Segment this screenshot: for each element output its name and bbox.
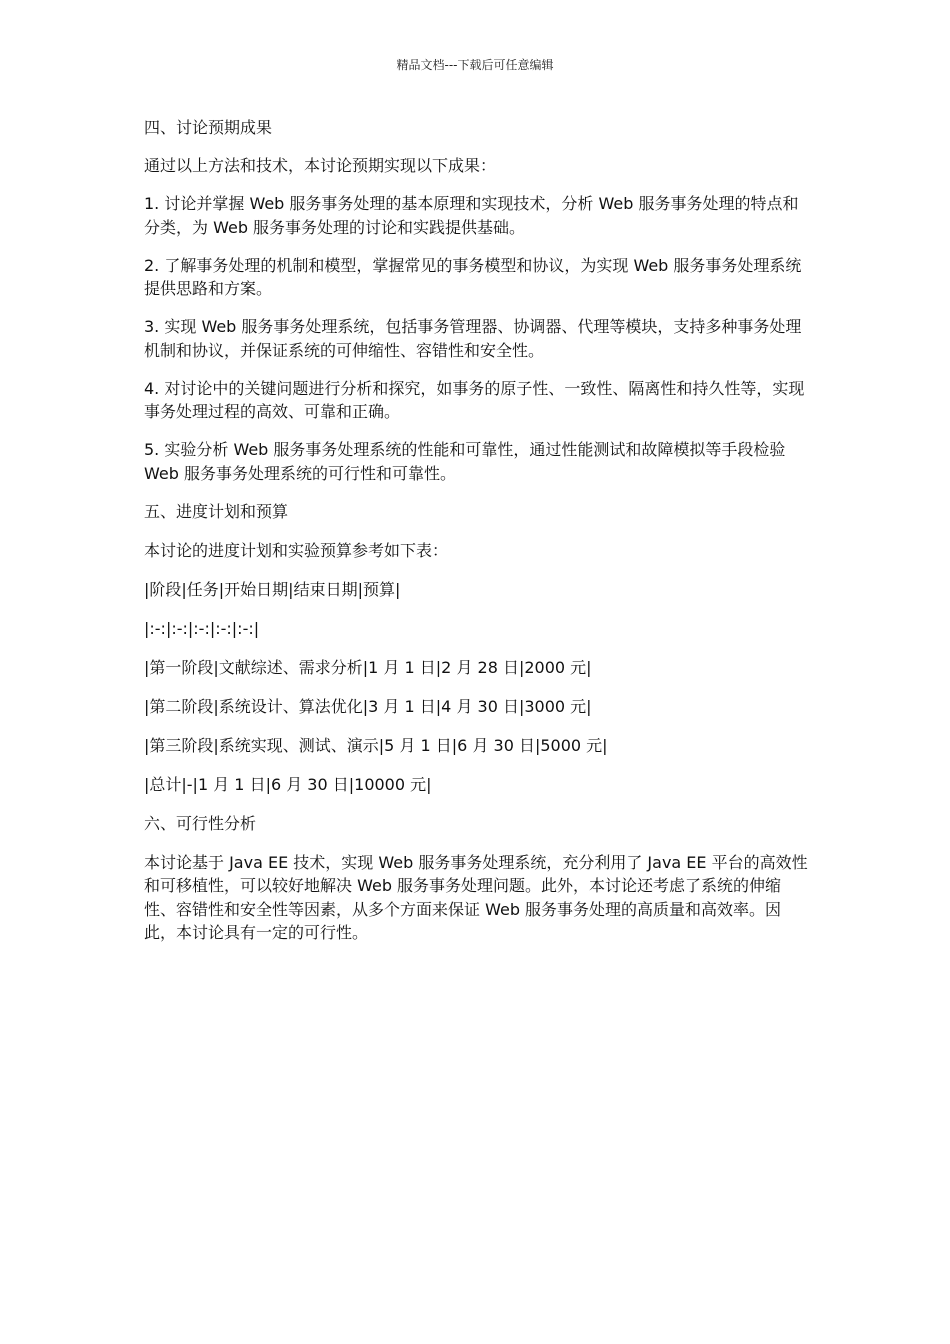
table-line-total: |总计|-|1 月 1 日|6 月 30 日|10000 元| [144,774,432,794]
table-line-row-3: |第三阶段|系统实现、测试、演示|5 月 1 日|6 月 30 日|5000 元| [144,735,608,755]
section4-intro: 通过以上方法和技术，本讨论预期实现以下成果： [144,156,497,175]
section4-item-2: 2. 了解事务处理的机制和模型，掌握常见的事务模型和协议，为实现 Web 服务事务处理系统提供思路和方案。 [144,255,802,298]
table-line-row-2: |第二阶段|系统设计、算法优化|3 月 1 日|4 月 30 日|3000 元| [144,696,592,716]
table-line-header: |阶段|任务|开始日期|结束日期|预算| [144,579,401,599]
table-line-row-1: |第一阶段|文献综述、需求分析|1 月 1 日|2 月 28 日|2000 元| [144,657,592,677]
section5-intro: 本讨论的进度计划和实验预算参考如下表： [144,540,449,560]
section4-heading: 四、讨论预期成果 [144,118,273,137]
document-body [144,116,808,945]
section4-item-4: 4. 对讨论中的关键问题进行分析和探究，如事务的原子性、一致性、隔离性和持久性等，实现事务处理过程的高效、可靠和正确。 [144,378,805,421]
page-header-watermark: 精品文档---下载后可任意编辑 [396,58,554,72]
section4-item-5: 5. 实验分析 Web 服务事务处理系统的性能和可靠性，通过性能测试和故障模拟等手段检验 Web 服务事务处理系统的可行性和可靠性。 [144,440,786,483]
section4-item-1: 1. 讨论并掌握 Web 服务事务处理的基本原理和实现技术，分析 Web 服务事务处理的特点和分类，为 Web 服务事务处理的讨论和实践提供基础。 [144,194,799,237]
section4-item-3: 3. 实现 Web 服务事务处理系统，包括事务管理器、协调器、代理等模块，支持多种事务处理机制和协议，并保证系统的可伸缩性、容错性和安全性。 [144,317,802,360]
table-line-align: |:-:|:-:|:-:|:-:|:-:| [144,618,260,638]
section6-body: 本讨论基于 Java EE 技术，实现 Web 服务事务处理系统，充分利用了 Java EE 平台的高效性和可移植性，可以较好地解决 Web 服务事务处理问题。此外，本讨论还考虑了系统的伸缩性、容错性和安全性等因素，从多个方面来保证 Web 服务事务处理的高质量和高效率。因此，本讨论具有一定的可行性。 [144,852,808,942]
section6-heading: 六、可行性分析 [144,813,257,833]
section5-heading: 五、进度计划和预算 [144,501,289,521]
